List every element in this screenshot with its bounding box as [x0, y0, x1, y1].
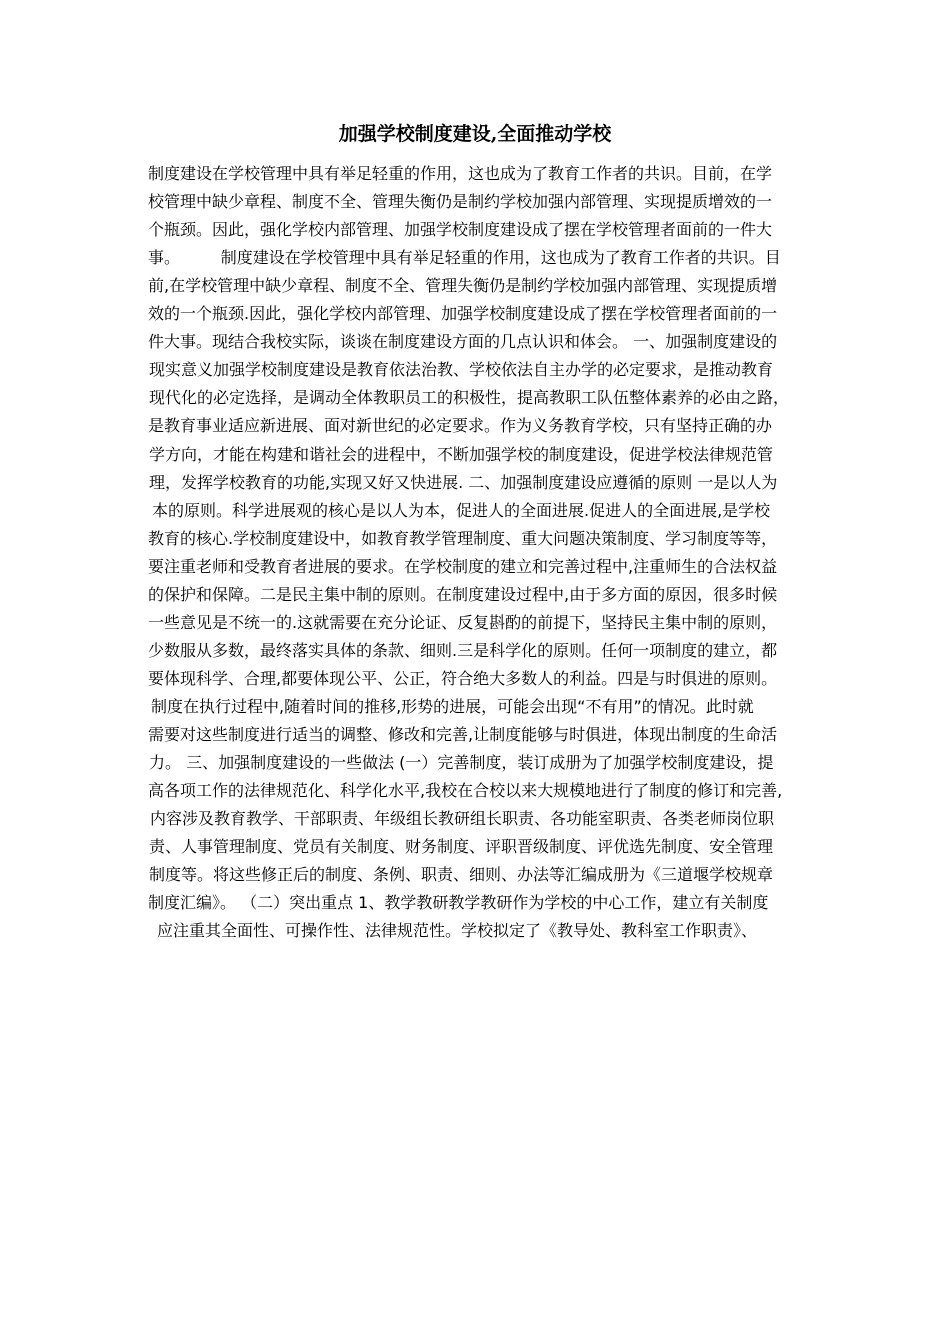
- paragraph-line: 前,在学校管理中缺少章程、制度不全、管理失衡仍是制约学校加强内部管理、实现提质增: [148, 276, 778, 295]
- paragraph-line: 高各项工作的法律规范化、科学化水平,我校在合校以来大规模地进行了制度的修订和完善,: [148, 781, 783, 800]
- paragraph-line: 内容涉及教育教学、干部职责、年级组长教研组长职责、各功能室职责、各类老师岗位职: [150, 809, 775, 828]
- paragraph-line: 的保护和保障。二是民主集中制的原则。在制度建设过程中,由于多方面的原因，很多时候: [148, 585, 778, 604]
- paragraph-line: 现实意义加强学校制度建设是教育依法治教、学校依法自主办学的必定要求，是推动教育: [149, 360, 774, 379]
- paragraph-line: 责、人事管理制度、党员有关制度、财务制度、评职晋级制度、评优选先制度、安全管理: [149, 837, 774, 856]
- paragraph-line: 件大事。现结合我校实际，谈谈在制度建设方面的几点认识和体会。 一、加强制度建设的: [148, 332, 778, 351]
- paragraph-line: 需要对这些制度进行适当的调整、修改和完善,让制度能够与时俱进，体现出制度的生命活: [148, 725, 778, 744]
- paragraph-line: 事。 制度建设在学校管理中具有举足轻重的作用，这也成为了教育工作者的共识。目: [148, 248, 781, 267]
- paragraph-line: 应注重其全面性、可操作性、法律规范性。学校拟定了《教导处、教科室工作职责》、: [157, 921, 758, 940]
- paragraph-line: 制度在执行过程中,随着时间的推移,形势的进展，可能会出现“不有用”的情况。此时就: [151, 697, 754, 716]
- paragraph-line: 效的一个瓶颈.因此，强化学校内部管理、加强学校制度建设成了摆在学校管理者面前的一: [148, 304, 778, 323]
- paragraph-line: 教育的核心.学校制度建设中，如教育教学管理制度、重大问题决策制度、学习制度等等，: [148, 529, 778, 548]
- paragraph-line: 现代化的必定选择，是调动全体教职员工的积极性，提高教职工队伍整体素养的必由之路，: [149, 388, 790, 407]
- document-title: 加强学校制度建设,全面推动学校: [338, 123, 612, 145]
- paragraph-line: 一些意见是不统一的.这就需要在充分论证、反复斟酌的前提下，坚持民主集中制的原则，: [148, 613, 778, 632]
- paragraph-line: 学方向，才能在构建和谐社会的进程中，不断加强学校的制度建设，促进学校法律规范管: [149, 445, 774, 464]
- paragraph-line: 制度等。将这些修正后的制度、条例、职责、细则、办法等汇编成册为《三道堰学校规章: [149, 865, 774, 884]
- paragraph-line: 要体现科学、合理,都要体现公平、公正，符合绝大多数人的利益。四是与时俱进的原则。: [148, 669, 778, 688]
- paragraph-line: 校管理中缺少章程、制度不全、管理失衡仍是制约学校加强内部管理、实现提质增效的一: [148, 192, 773, 211]
- paragraph-line: 本的原则。科学进展观的核心是以人为本，促进人的全面进展.促进人的全面进展,是学校: [152, 501, 771, 520]
- paragraph-line: 制度汇编》。 （二）突出重点 1、教学教研教学教研作为学校的中心工作，建立有关制度: [148, 893, 769, 912]
- paragraph-line: 是教育事业适应新进展、面对新世纪的必定要求。作为义务教育学校，只有坚持正确的办: [148, 416, 773, 435]
- paragraph-line: 制度建设在学校管理中具有举足轻重的作用，这也成为了教育工作者的共识。目前，在学: [148, 164, 773, 183]
- paragraph-line: 要注重老师和受教育者进展的要求。在学校制度的建立和完善过程中,注重师生的合法权益: [148, 557, 778, 576]
- paragraph-line: 力。 三、加强制度建设的一些做法 (一）完善制度，装订成册为了加强学校制度建设，提: [149, 753, 774, 772]
- paragraph-line: 个瓶颈。因此，强化学校内部管理、加强学校制度建设成了摆在学校管理者面前的一件大: [148, 220, 773, 239]
- paragraph-line: 理，发挥学校教育的功能,实现又好又快进展. 二、加强制度建设应遵循的原则 一是以人为: [149, 473, 778, 492]
- paragraph-line: 少数服从多数，最终落实具体的条款、细则.三是科学化的原则。任何一项制度的建立，都: [148, 641, 778, 660]
